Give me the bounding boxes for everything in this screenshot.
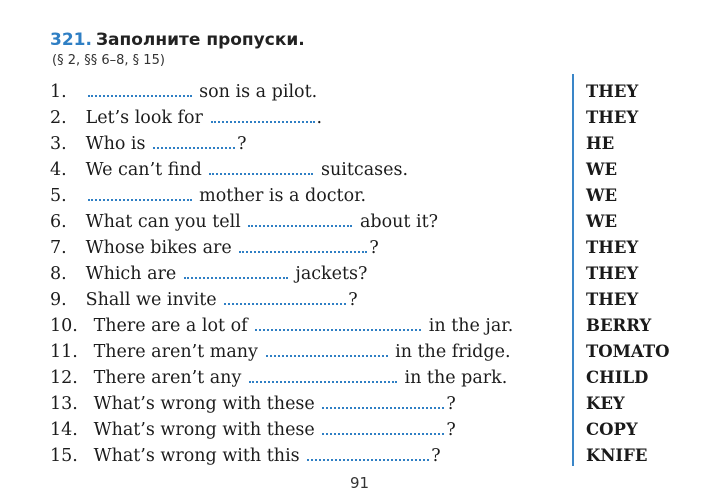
sentence-number: 9. (50, 290, 67, 310)
answer-word: WE (586, 186, 618, 205)
answer-word: HE (586, 134, 615, 153)
answer-word: THEY (586, 290, 639, 309)
sentence-row (50, 131, 570, 157)
sentence-row (50, 417, 570, 443)
sentence-number: 4. (50, 160, 67, 180)
answer-word: BERRY (586, 316, 652, 335)
sentence-after: ? (431, 446, 441, 466)
answer-blank[interactable] (307, 451, 429, 461)
sentence-number: 5. (50, 186, 67, 206)
sentence-after: ? (348, 290, 358, 310)
sentence-row (50, 209, 570, 235)
answer-word: THEY (586, 82, 639, 101)
sentence-row (50, 183, 570, 209)
sentence-before: Shall we invite (85, 290, 217, 310)
sentence-row (50, 365, 570, 391)
answer-word: THEY (586, 108, 639, 127)
sentence-row (50, 79, 570, 105)
answer-word: TOMATO (586, 342, 670, 361)
sentence-before: Let’s look for (85, 108, 203, 128)
sentence-after: son is a pilot. (199, 82, 318, 102)
answer-word: THEY (586, 264, 639, 283)
sentence-after: ? (446, 420, 456, 440)
sentence-row (50, 313, 570, 339)
answer-word: COPY (586, 420, 638, 439)
answer-word: KNIFE (586, 446, 648, 465)
sentence-before: What’s wrong with these (93, 420, 315, 440)
answer-blank[interactable] (322, 425, 444, 435)
sentence-before: Who is (85, 134, 146, 154)
answer-blank[interactable] (322, 399, 444, 409)
sentence-number: 15. (50, 446, 78, 466)
sentence-before: There are a lot of (93, 316, 248, 336)
answer-blank[interactable] (255, 321, 421, 331)
answer-word: CHILD (586, 368, 649, 387)
sentence-number: 2. (50, 108, 67, 128)
sentence-row (50, 287, 570, 313)
answer-word: WE (586, 212, 618, 231)
answer-blank[interactable] (239, 243, 367, 253)
answer-blank[interactable] (184, 269, 288, 279)
answer-word: THEY (586, 238, 639, 257)
sentence-after: about it? (359, 212, 438, 232)
sentence-before: What’s wrong with this (93, 446, 300, 466)
answer-blank[interactable] (266, 347, 388, 357)
answer-blank[interactable] (248, 217, 352, 227)
sentence-after: ? (369, 238, 379, 258)
sentence-number: 7. (50, 238, 67, 258)
sentence-number: 11. (50, 342, 78, 362)
exercise-number: 321. (50, 30, 92, 50)
sentence-before: What’s wrong with these (93, 394, 315, 414)
sentence-before: We can’t find (85, 160, 202, 180)
sentence-number: 14. (50, 420, 78, 440)
sentence-number: 12. (50, 368, 78, 388)
sentence-row (50, 157, 570, 183)
sentence-after: ? (237, 134, 247, 154)
sentence-number: 6. (50, 212, 67, 232)
exercise-list (50, 79, 570, 469)
sentence-row (50, 105, 570, 131)
sentence-row (50, 339, 570, 365)
sentence-before: There aren’t many (93, 342, 258, 362)
answer-blank[interactable] (153, 139, 235, 149)
exercise-title: Заполните пропуски. (95, 30, 305, 50)
sentence-number: 8. (50, 264, 67, 284)
answer-word-column (586, 79, 669, 469)
section-references: (§ 2, §§ 6–8, § 15) (52, 53, 165, 68)
sentence-before: Whose bikes are (85, 238, 232, 258)
sentence-number: 1. (50, 82, 67, 102)
answer-blank[interactable] (211, 113, 315, 123)
sentence-row (50, 235, 570, 261)
sentence-number: 13. (50, 394, 78, 414)
sentence-after: in the fridge. (395, 342, 511, 362)
answer-word: KEY (586, 394, 625, 413)
sentence-row (50, 391, 570, 417)
sentence-before: What can you tell (85, 212, 241, 232)
sentence-before: There aren’t any (93, 368, 242, 388)
column-divider (572, 74, 574, 466)
answer-blank[interactable] (249, 373, 397, 383)
sentence-after: mother is a doctor. (199, 186, 367, 206)
exercise-header (50, 30, 305, 50)
sentence-before: Which are (85, 264, 177, 284)
answer-blank[interactable] (88, 87, 192, 97)
answer-blank[interactable] (209, 165, 313, 175)
sentence-after: suitcases. (321, 160, 409, 180)
sentence-number: 3. (50, 134, 67, 154)
sentence-after: in the park. (404, 368, 508, 388)
sentence-after: in the jar. (428, 316, 514, 336)
answer-blank[interactable] (224, 295, 346, 305)
page-number: 91 (350, 474, 370, 492)
sentence-row (50, 443, 570, 469)
sentence-after: ? (446, 394, 456, 414)
sentence-number: 10. (50, 316, 78, 336)
sentence-after: jackets? (295, 264, 368, 284)
answer-word: WE (586, 160, 618, 179)
sentence-after: . (316, 108, 323, 128)
sentence-row (50, 261, 570, 287)
answer-blank[interactable] (88, 191, 192, 201)
